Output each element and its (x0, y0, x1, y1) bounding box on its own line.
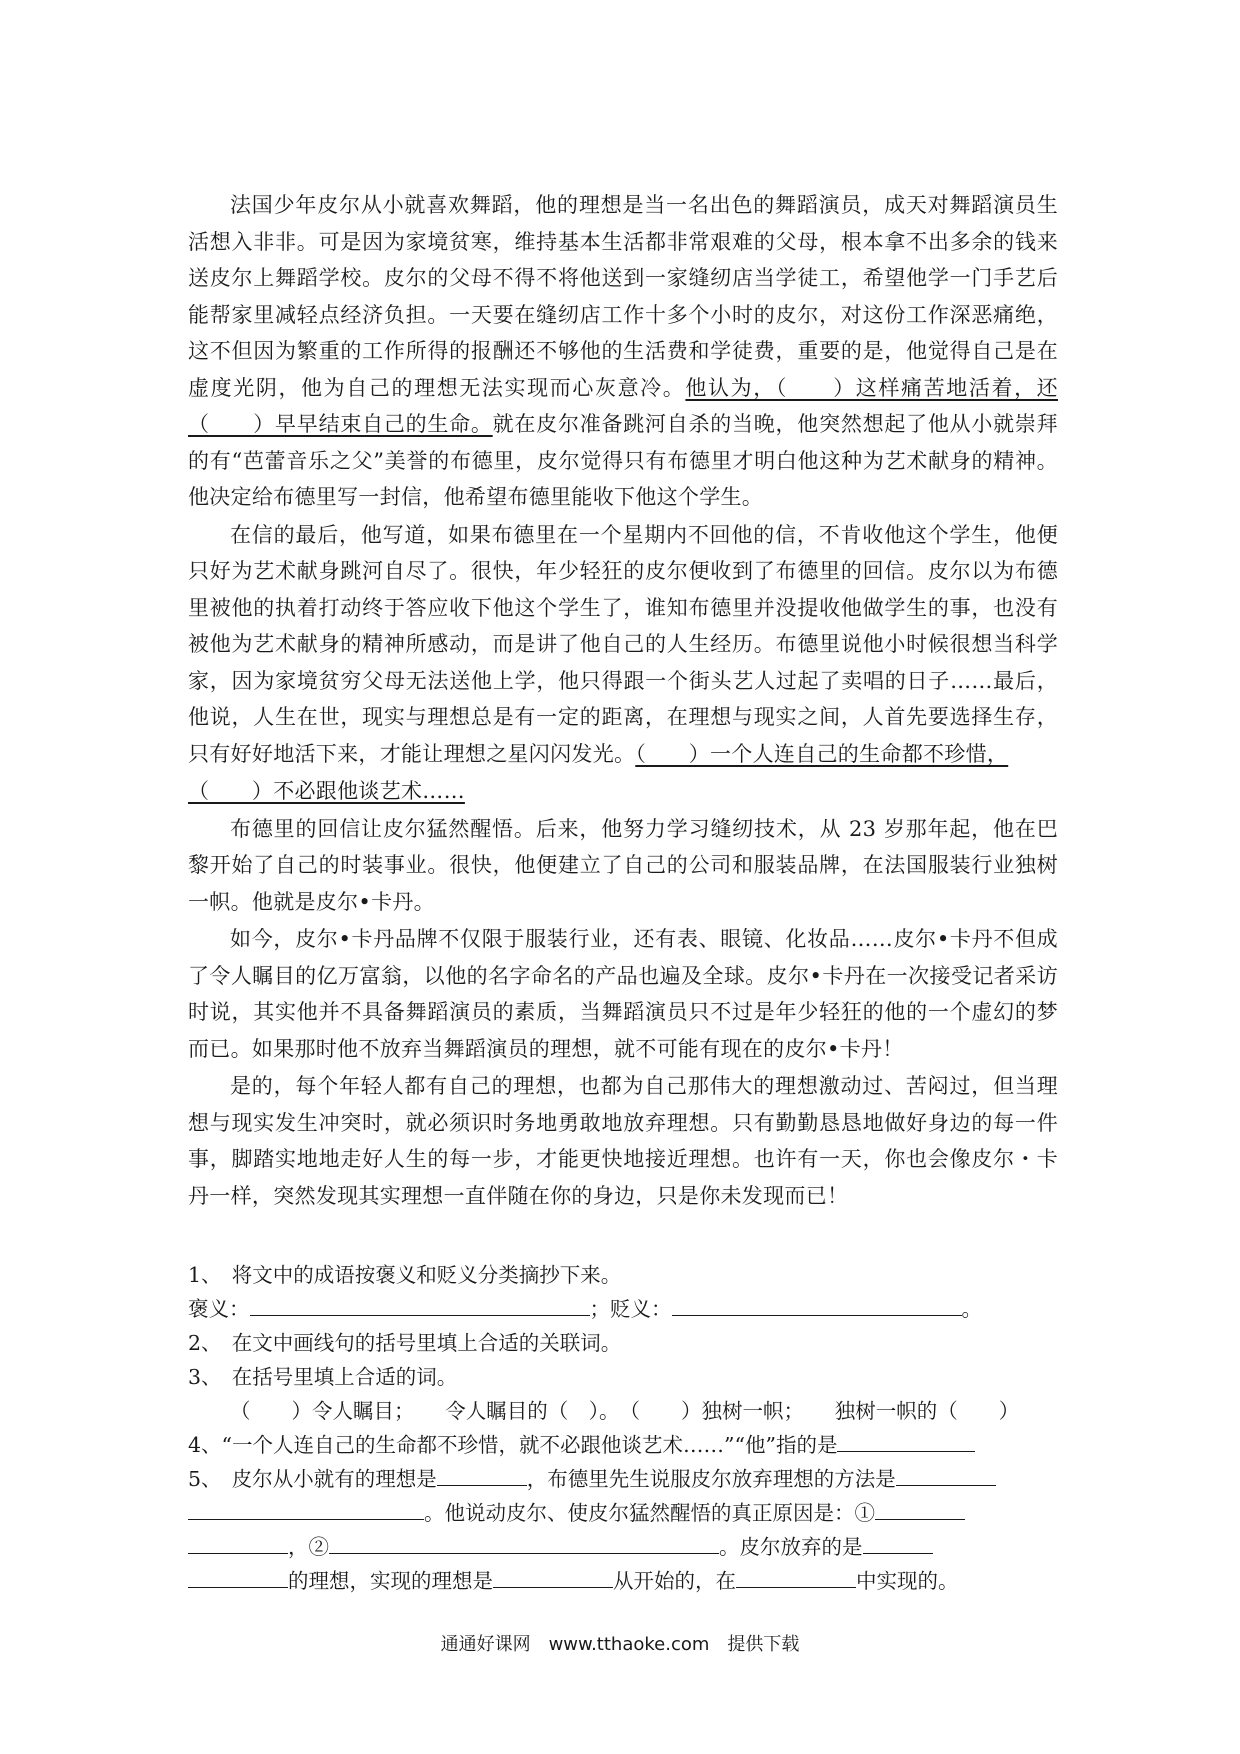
reading-passage (188, 187, 1058, 1215)
question-5-text: ，② (288, 1535, 329, 1559)
question-2: 2、 在文中画线句的括号里填上合适的关联词。 (188, 1331, 622, 1355)
paragraph-text: 就在皮尔准备跳河自杀的当晚，他突然想起了他从小就崇拜的有“芭蕾音乐之父”美誉的布德里，皮尔觉得只有布德里才明白他这种为艺术献身的精神。他决定给布德里写一封信，他希望布德里能收下他这个学生。 (188, 412, 1058, 509)
question-5-text: 。他说动皮尔、使皮尔猛然醒悟的真正原因是：① (424, 1501, 875, 1525)
question-5-blank-where[interactable] (736, 1567, 856, 1588)
underlined-sentence-1: 他认为，（ ）这样痛苦地活着，还（ ）早早结束自己的生命。 (188, 375, 1058, 436)
question-5-blank-realized[interactable] (493, 1567, 613, 1588)
question-4 (188, 1428, 1068, 1462)
question-3: 3、 在括号里填上合适的词。 (188, 1365, 458, 1389)
underlined-sentence-2-cont: （ ）不必跟他谈艺术…… (188, 779, 465, 803)
question-5-line-3 (188, 1530, 1068, 1564)
question-5-line-2 (188, 1496, 1068, 1530)
exercise-questions (188, 1258, 1068, 1598)
question-5-blank-abandoned-cont[interactable] (188, 1567, 288, 1588)
paragraph-text: 在信的最后，他写道，如果布德里在一个星期内不回他的信，不肯收他这个学生，他便只好为艺术献身跳河自尽了。很快，年少轻狂的皮尔便收到了布德里的回信。皮尔以为布德里被他的执着打动终于答应收下他这个学生了，谁知布德里并没提收他做学生的事，也没有被他为艺术献身的精神所感动，而是讲了他自己的人生经历。布德里说他小时候很想当科学家，因为家境贫穷父母无法送他上学，他只得跟一个街头艺人过起了卖唱的日子……最后，他说，人生在世，现实与理想总是有一定的距离，在理想与现实之间，人首先要选择生存，只有好好地活下来，才能让理想之星闪闪发光。 (188, 522, 1058, 766)
derogatory-answer-blank[interactable] (672, 1295, 962, 1316)
question-5-blank-reason-2[interactable] (329, 1533, 719, 1554)
question-5-text: 。皮尔放弃的是 (719, 1535, 863, 1559)
passage-paragraph-1 (188, 187, 1058, 516)
praise-label: 褒义： (188, 1297, 250, 1321)
paragraph-text: 法国少年皮尔从小就喜欢舞蹈，他的理想是当一名出色的舞蹈演员，成天对舞蹈演员生活想入非非。可是因为家境贫寒，维持基本生活都非常艰难的父母，根本拿不出多余的钱来送皮尔上舞蹈学校。皮尔的父母不得不将他送到一家缝纫店当学徒工，希望他学一门手艺后能帮家里减轻点经济负担。一天要在缝纫店工作十多个小时的皮尔，对这份工作深恶痛绝，这不但因为繁重的工作所得的报酬还不够他的生活费和学徒费，重要的是，他觉得自己是在虚度光阴，他为自己的理想无法实现而心灰意冷。 (188, 193, 1058, 400)
question-5-blank-reason-1-cont[interactable] (188, 1533, 288, 1554)
question-5-text: 从开始的，在 (613, 1569, 736, 1593)
question-1-answer-line (188, 1292, 1068, 1326)
derogatory-label: ；贬义： (589, 1297, 672, 1321)
passage-paragraph-4: 如今，皮尔•卡丹品牌不仅限于服装行业，还有表、眼镜、化妆品……皮尔•卡丹不但成了令人瞩目的亿万富翁，以他的名字命名的产品也遍及全球。皮尔•卡丹在一次接受记者采访时说，其实他并不具备舞蹈演员的素质，当舞蹈演员只不过是年少轻狂的他的一个虚幻的梦而已。如果那时他不放弃当舞蹈演员的理想，就不可能有现在的皮尔•卡丹！ (188, 927, 1058, 1061)
question-1: 1、 将文中的成语按褒义和贬义分类摘抄下来。 (188, 1263, 622, 1287)
question-5-text: 中实现的。 (856, 1569, 959, 1593)
question-4-text: 4、“一个人连自己的生命都不珍惜，就不必跟他谈艺术……”“他”指的是 (188, 1433, 838, 1457)
passage-paragraph-5: 是的，每个年轻人都有自己的理想，也都为自己那伟大的理想激动过、苦闷过，但当理想与现实发生冲突时，就必须识时务地勇敢地放弃理想。只有勤勤恳恳地做好身边的每一件事，脚踏实地地走好人生的每一步，才能更快地接近理想。也许有一天，你也会像皮尔・卡丹一样，突然发现其实理想一直伴随在你的身边，只是你未发现而已！ (188, 1074, 1058, 1208)
passage-paragraph-2-cont (188, 773, 1058, 810)
question-4-blank[interactable] (837, 1431, 975, 1452)
passage-paragraph-3: 布德里的回信让皮尔猛然醒悟。后来，他努力学习缝纫技术，从 23 岁那年起，他在巴黎开始了自己的时装事业。很快，他便建立了自己的公司和服装品牌，在法国服装行业独树一帜。他就是皮尔•卡丹。 (188, 816, 1058, 914)
page-footer: 通通好课网 www.tthaoke.com 提供下载 (440, 1634, 800, 1655)
question-5-blank-dream[interactable] (437, 1465, 527, 1486)
passage-paragraph-2 (188, 517, 1058, 773)
praise-answer-blank[interactable] (250, 1295, 590, 1316)
question-3-items: （ ）令人瞩目； 令人瞩目的（ ）。 （ ）独树一帜； 独树一帜的（ ） (230, 1399, 1020, 1423)
underlined-sentence-2: （ ）一个人连自己的生命都不珍惜， (635, 741, 1009, 766)
question-5-blank-abandoned[interactable] (863, 1533, 933, 1554)
question-5-blank-method[interactable] (896, 1465, 996, 1486)
question-5-text: 的理想，实现的理想是 (288, 1569, 493, 1593)
question-5-text: 5、 皮尔从小就有的理想是 (188, 1467, 437, 1491)
period: 。 (961, 1297, 982, 1321)
question-5-text: ，布德里先生说服皮尔放弃理想的方法是 (526, 1467, 896, 1491)
question-5-blank-method-cont[interactable] (188, 1499, 424, 1520)
question-5-line-4 (188, 1564, 1068, 1598)
question-5-blank-reason-1[interactable] (875, 1499, 965, 1520)
question-5-line-1 (188, 1462, 1068, 1496)
